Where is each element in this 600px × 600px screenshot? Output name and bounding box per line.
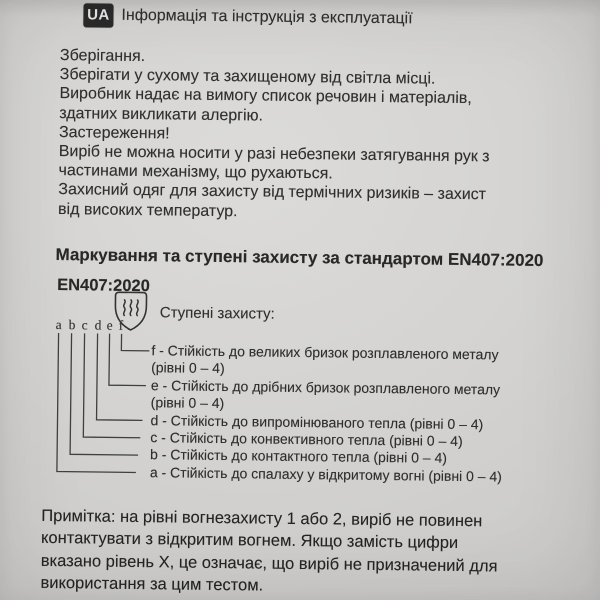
text-line: Застереження! xyxy=(58,123,170,143)
level-row: c - Стійкість до конвективного тепла (рівні 0 – 4) xyxy=(150,429,463,450)
text-line: здатних викликати алергію. xyxy=(59,104,264,125)
text-line: контактувати з відкритим вогнем. Якщо замість цифри xyxy=(40,529,459,553)
marking-letter: c xyxy=(81,317,88,333)
marking-letter: d xyxy=(94,317,102,333)
protection-levels-list xyxy=(150,342,504,486)
text-line: Зберігання. xyxy=(59,47,146,66)
text-line: Виріб не можна носити у разі небезпеки затягування рук з xyxy=(58,143,490,166)
text-line: від високих температур. xyxy=(57,200,238,220)
level-row: d - Стійкість до випромінюваного тепла (рівні 0 – 4) xyxy=(150,411,484,432)
level-row: e - Стійкість до дрібних бризок розплавленого металу xyxy=(150,376,501,398)
marking-letter: f xyxy=(118,317,124,333)
language-badge: UA xyxy=(83,3,113,27)
standard-code: EN407:2020 xyxy=(57,276,150,296)
connector-lines xyxy=(48,330,160,481)
note-paragraph xyxy=(40,505,498,600)
level-row-continuation: (рівні 0 – 4) xyxy=(151,359,225,377)
instructions-paragraph xyxy=(58,46,491,224)
marking-letter: a xyxy=(55,317,62,333)
text-line: використання за цим тестом. xyxy=(40,574,264,595)
level-row: a - Стійкість до спалаху у відкритому вогні (рівні 0 – 4) xyxy=(149,464,503,485)
text-line: Захисний одяг для захисту від термічних ризиків – захист xyxy=(58,181,487,204)
level-row-continuation: (рівні 0 – 4) xyxy=(150,394,225,412)
page-title: Інформація та інструкція з експлуатації xyxy=(121,6,413,28)
text-line: вказано рівень X, це означає, що виріб не призначений для xyxy=(40,551,498,576)
text-line: частинами механізму, що рухаються. xyxy=(58,162,333,183)
text-line: Примітка: на рівні вогнезахисту 1 або 2, виріб не повинен xyxy=(41,506,483,531)
text-line: Виробник надає на вимогу список речовин і матеріалів, xyxy=(59,85,472,108)
document-header xyxy=(83,3,412,31)
marking-letter: b xyxy=(68,317,76,333)
text-line: Зберігати у сухому та захищеному від світла місці. xyxy=(59,66,436,88)
marking-letter: e xyxy=(106,317,113,333)
level-row: b - Стійкість до контактного тепла (рівні 0 – 4) xyxy=(150,446,448,467)
marking-section-heading: Маркування та ступені захисту за стандартом EN407:2020 xyxy=(55,245,544,270)
level-row: f - Стійкість до великих бризок розплавленого металу xyxy=(151,342,499,363)
legend-title: Ступені захисту: xyxy=(159,304,275,323)
